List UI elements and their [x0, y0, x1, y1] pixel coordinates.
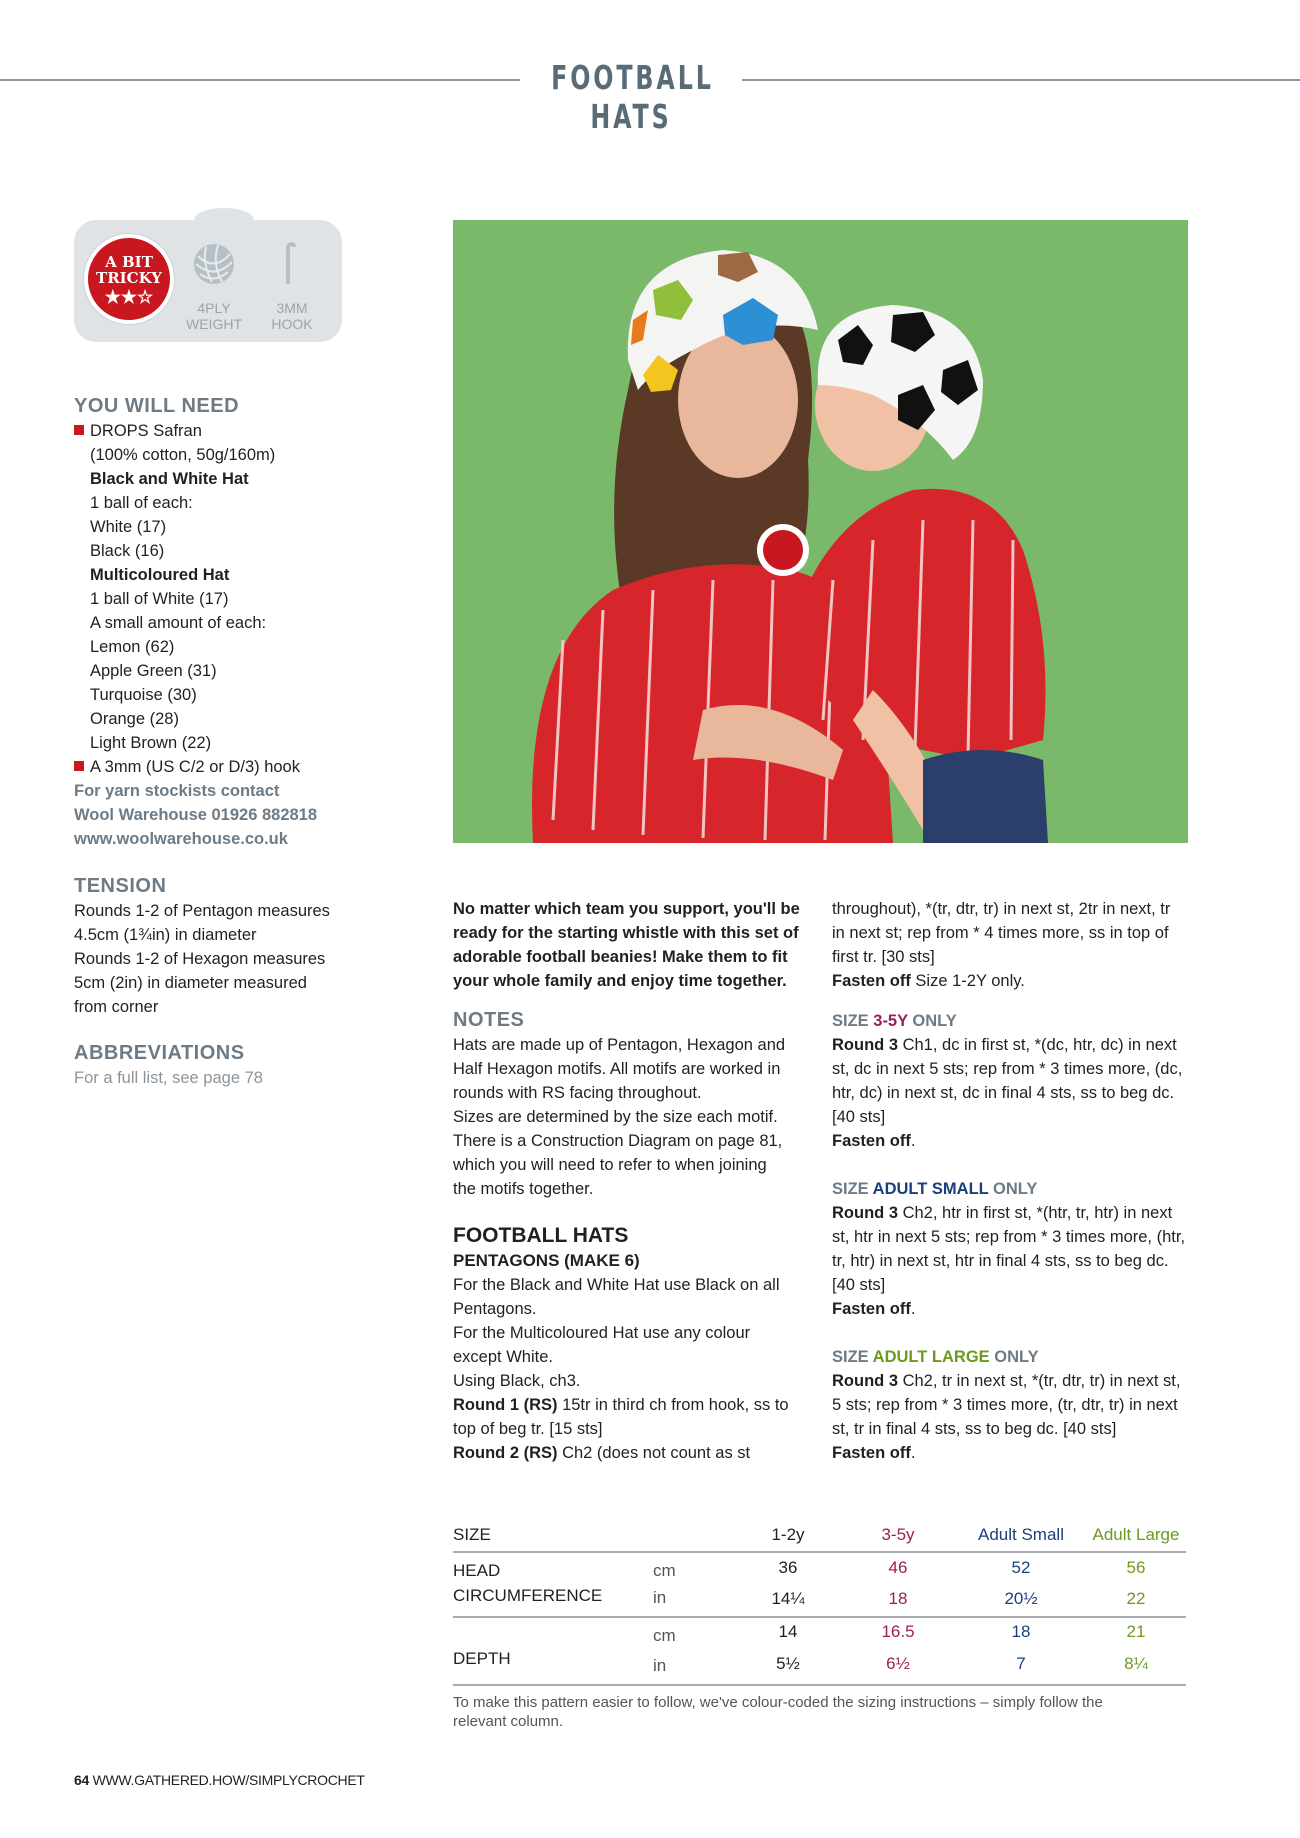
yarn-ball-icon: [192, 242, 236, 286]
round-3-text: Ch2, htr in first st, *(htr, tr, htr) in next: [898, 1204, 1173, 1222]
depth-in-value: 8¼: [1124, 1654, 1148, 1673]
footnote-line-1: To make this pattern easier to follow, we've colour-coded the sizing instructions – simply follow the: [453, 1694, 1103, 1711]
size-adult-small-round: [832, 1201, 1192, 1225]
period: .: [910, 1132, 916, 1150]
round-2-text: Ch2 (does not count as st: [557, 1444, 751, 1462]
yarn-item: [74, 419, 344, 443]
period: .: [910, 1444, 916, 1462]
pattern-heading: FOOTBALL HATS: [453, 1224, 629, 1247]
mc-item: Turquoise (30): [90, 686, 197, 704]
table-rule: [453, 1551, 1186, 1553]
size-heading-prefix: SIZE: [832, 1180, 873, 1198]
round-2-cont: first tr. [30 sts]: [832, 948, 935, 966]
difficulty-line-1: A BIT: [105, 253, 153, 271]
size-adult-large-round: [832, 1369, 1192, 1393]
mc-item: Apple Green (31): [90, 662, 217, 680]
pattern-line: Using Black, ch3.: [453, 1372, 581, 1390]
size-heading-suffix: ONLY: [989, 1348, 1039, 1366]
bw-item: White (17): [90, 518, 167, 536]
page-title: FOOTBALL HATS: [551, 58, 714, 136]
you-will-need-heading: YOU WILL NEED: [74, 395, 240, 417]
size-header-label: SIZE: [453, 1525, 491, 1544]
depth-in-value: 7: [1016, 1654, 1026, 1673]
notes-line: the motifs together.: [453, 1180, 594, 1198]
stockist-url[interactable]: www.woolwarehouse.co.uk: [74, 830, 288, 848]
size-adult-large-fasten: [832, 1441, 1192, 1465]
weight-label-line-1: 4PLY: [197, 300, 231, 316]
fasten-off-label: Fasten off: [832, 1444, 911, 1462]
round-3-text: Ch1, dc in first st, *(dc, htr, dc) in next: [898, 1036, 1177, 1054]
yarn-spec: (100% cotton, 50g/160m): [90, 446, 276, 464]
table-rule: [453, 1616, 1186, 1618]
round-1-cont: top of beg tr. [15 sts]: [453, 1420, 603, 1438]
size-3-5y-round: [832, 1033, 1192, 1057]
size-adult-large-line: 5 sts; rep from * 3 times more, (tr, dtr, tr) in next: [832, 1396, 1178, 1414]
notes-line: Sizes are determined by the size each motif.: [453, 1108, 778, 1126]
period: .: [910, 1300, 916, 1318]
difficulty-stars: ★★☆: [104, 287, 154, 308]
size-3-5y-line: htr, dc) in next st, dc in final 4 sts, ss to beg dc.: [832, 1084, 1175, 1102]
size-col-header: 1-2y: [771, 1525, 805, 1544]
notes-line: Hats are made up of Pentagon, Hexagon and: [453, 1036, 786, 1054]
mc-line-1: 1 ball of White (17): [90, 590, 229, 608]
fasten-off-1-2y: [832, 969, 1192, 993]
difficulty-line-2: TRICKY: [96, 269, 162, 287]
fasten-off-text: Size 1-2Y only.: [910, 972, 1025, 990]
round-2-cont: throughout), *(tr, dtr, tr) in next st, 2tr in next, tr: [832, 900, 1171, 918]
head-cm-value: 56: [1126, 1558, 1146, 1577]
round-1-label: Round 1 (RS): [453, 1396, 558, 1414]
abbreviations-text: For a full list, see page 78: [74, 1069, 263, 1087]
abbreviations-heading: ABBREVIATIONS: [74, 1042, 245, 1064]
difficulty-badge: [74, 220, 342, 342]
mc-item: Light Brown (22): [90, 734, 212, 752]
column-intro-notes: [453, 897, 813, 1465]
stockist-line-1: For yarn stockists contact: [74, 782, 280, 800]
bw-item: Black (16): [90, 542, 165, 560]
head-cm-value: 46: [888, 1558, 908, 1577]
hook-label: [260, 300, 324, 332]
size-adult-small-heading: [832, 1177, 1192, 1201]
head-in-value: 14¼: [771, 1589, 805, 1608]
notes-line: rounds with RS facing throughout.: [453, 1084, 702, 1102]
page-number: 64: [74, 1772, 89, 1788]
mc-hat-heading: Multicoloured Hat: [90, 566, 230, 584]
intro-line: No matter which team you support, you'll be: [453, 900, 800, 918]
round-3-label: Round 3: [832, 1372, 898, 1390]
head-in-value: 20½: [1004, 1589, 1038, 1608]
size-adult-small-label: ADULT SMALL: [872, 1180, 989, 1198]
round-3-label: Round 3: [832, 1204, 898, 1222]
hook-label-line-2: HOOK: [271, 316, 313, 332]
size-3-5y-label: 3-5Y: [873, 1012, 908, 1030]
pentagons-subheading: PENTAGONS (MAKE 6): [453, 1251, 640, 1270]
size-adult-small-line: tr, htr) in next st, htr in final 4 sts, ss to beg dc.: [832, 1252, 1169, 1270]
notes-heading: NOTES: [453, 1009, 525, 1031]
head-in-value: 22: [1126, 1589, 1146, 1608]
depth-cm-value: 16.5: [881, 1622, 915, 1641]
header-rule-left: [0, 79, 520, 81]
pattern-line: Pentagons.: [453, 1300, 537, 1318]
size-3-5y-fasten: [832, 1129, 1192, 1153]
bullet-square: [74, 425, 84, 435]
abbreviations-section: [74, 1040, 344, 1090]
round-2-cont: in next st; rep from * 4 times more, ss in top of: [832, 924, 1169, 942]
intro-line: ready for the starting whistle with this set of: [453, 924, 799, 942]
unit-cm: cm: [653, 1561, 676, 1580]
mc-item: Orange (28): [90, 710, 179, 728]
bw-intro: 1 ball of each:: [90, 494, 193, 512]
fasten-off-label: Fasten off: [832, 1300, 911, 1318]
hook-label-line-1: 3MM: [276, 300, 308, 316]
bw-hat-heading: Black and White Hat: [90, 470, 249, 488]
you-will-need-section: [74, 393, 344, 851]
head-label-2: CIRCUMFERENCE: [453, 1586, 603, 1605]
footnote-line-2: relevant column.: [453, 1713, 564, 1730]
head-label-1: HEAD: [453, 1561, 501, 1580]
round-2-label: Round 2 (RS): [453, 1444, 558, 1462]
notes-line: There is a Construction Diagram on page 81,: [453, 1132, 783, 1150]
tension-line: Rounds 1-2 of Hexagon measures: [74, 950, 326, 968]
depth-label: DEPTH: [453, 1649, 511, 1668]
intro-line: your whole family and enjoy time together.: [453, 972, 787, 990]
size-col-header: Adult Large: [1092, 1525, 1180, 1544]
bullet-square: [74, 761, 84, 771]
hook-item: [74, 755, 344, 779]
tension-line: Rounds 1-2 of Pentagon measures: [74, 902, 330, 920]
round-1: [453, 1393, 813, 1417]
round-3-text: Ch2, tr in next st, *(tr, dtr, tr) in next st,: [898, 1372, 1181, 1390]
difficulty-seal: [84, 234, 174, 324]
unit-in: in: [653, 1656, 667, 1675]
head-in-value: 18: [888, 1589, 908, 1608]
stockist-line-2: Wool Warehouse 01926 882818: [74, 806, 318, 824]
head-cm-value: 36: [778, 1558, 798, 1577]
header-rule-right: [742, 79, 1300, 81]
round-3-label: Round 3: [832, 1036, 898, 1054]
tension-section: [74, 873, 344, 1019]
size-adult-small-line: st, htr in next 5 sts; rep from * 3 times more, (htr,: [832, 1228, 1186, 1246]
depth-cm-value: 18: [1011, 1622, 1031, 1641]
size-heading-prefix: SIZE: [832, 1348, 873, 1366]
fasten-off-label: Fasten off: [832, 972, 911, 990]
weight-label: [182, 300, 246, 332]
depth-in-value: 6½: [886, 1654, 910, 1673]
size-adult-large-label: ADULT LARGE: [872, 1348, 990, 1366]
intro-line: adorable football beanies! Make them to fit: [453, 948, 788, 966]
page-footer: [74, 1772, 365, 1788]
mc-line-2: A small amount of each:: [90, 614, 267, 632]
size-adult-small-fasten: [832, 1297, 1192, 1321]
notes-line: which you will need to refer to when joining: [453, 1156, 767, 1174]
notes-line: Half Hexagon motifs. All motifs are worked in: [453, 1060, 781, 1078]
unit-cm: cm: [653, 1626, 676, 1645]
crochet-hook-icon: [274, 238, 310, 286]
unit-in: in: [653, 1588, 667, 1607]
size-col-header: 3-5y: [881, 1525, 915, 1544]
tension-heading: TENSION: [74, 875, 167, 897]
head-cm-value: 52: [1011, 1558, 1031, 1577]
yarn-name: DROPS Safran: [90, 422, 202, 440]
size-heading-suffix: ONLY: [988, 1180, 1038, 1198]
footer-url[interactable]: WWW.GATHERED.HOW/SIMPLYCROCHET: [88, 1772, 365, 1788]
tension-line: from corner: [74, 998, 159, 1016]
size-heading-suffix: ONLY: [907, 1012, 957, 1030]
size-3-5y-line: [40 sts]: [832, 1108, 886, 1126]
pattern-line: except White.: [453, 1348, 553, 1366]
size-col-header: Adult Small: [978, 1525, 1064, 1544]
depth-in-value: 5½: [776, 1654, 800, 1673]
tension-line: 5cm (2in) in diameter measured: [74, 974, 307, 992]
fasten-off-label: Fasten off: [832, 1132, 911, 1150]
round-1-text: 15tr in third ch from hook, ss to: [557, 1396, 789, 1414]
hook-text: A 3mm (US C/2 or D/3) hook: [90, 758, 300, 776]
tension-line: 4.5cm (1¾in) in diameter: [74, 926, 257, 944]
mc-item: Lemon (62): [90, 638, 175, 656]
round-2: [453, 1441, 813, 1465]
depth-cm-value: 21: [1126, 1622, 1146, 1641]
size-3-5y-line: st, dc in next 5 sts; rep from * 3 times more, (dc,: [832, 1060, 1183, 1078]
size-adult-small-line: [40 sts]: [832, 1276, 886, 1294]
size-3-5y-heading: [832, 1009, 1192, 1033]
size-adult-large-heading: [832, 1345, 1192, 1369]
weight-label-line-2: WEIGHT: [186, 316, 242, 332]
pattern-line: For the Multicoloured Hat use any colour: [453, 1324, 751, 1342]
table-rule: [453, 1684, 1186, 1686]
table-footnote: [453, 1693, 1173, 1731]
depth-cm-value: 14: [778, 1622, 798, 1641]
column-sizes: [832, 897, 1192, 1465]
size-adult-large-line: st, tr in final 4 sts, ss to beg dc. [40 sts]: [832, 1420, 1117, 1438]
hero-photo: [453, 220, 1188, 843]
size-heading-prefix: SIZE: [832, 1012, 874, 1030]
pattern-line: For the Black and White Hat use Black on all: [453, 1276, 780, 1294]
